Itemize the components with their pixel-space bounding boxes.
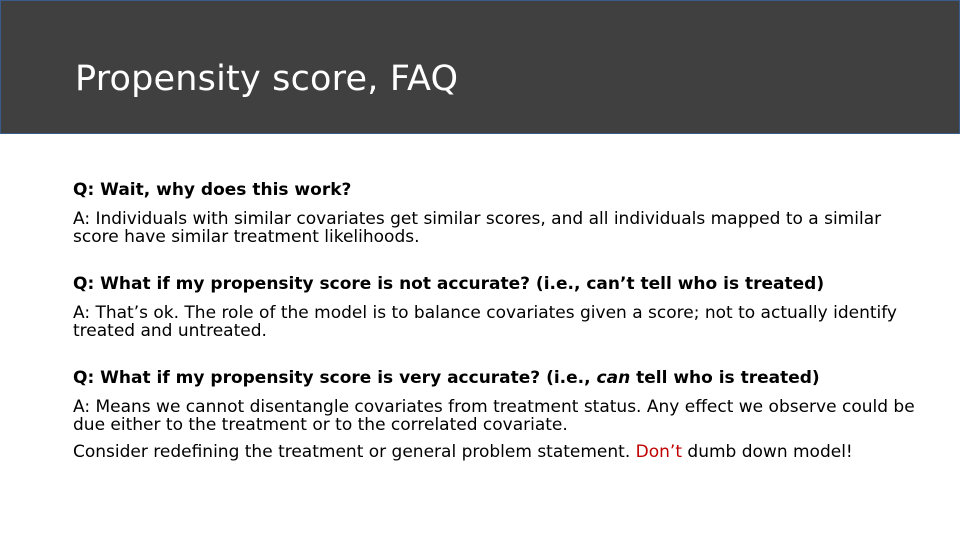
faq-question-emphasis: can (596, 368, 631, 388)
faq-question: Q: Wait, why does this work? (73, 180, 352, 200)
recommendation-highlight: Don’t (635, 442, 682, 462)
faq-item (73, 368, 923, 462)
faq-question (73, 368, 923, 388)
faq-question-suffix: tell who is treated) (630, 368, 820, 388)
recommendation-suffix: dumb down model! (682, 442, 853, 462)
faq-answer: A: Means we cannot disentangle covariates from treatment status. Any effect we observe could be due either to the treatment or to the correlated covariate. (73, 397, 915, 435)
faq-recommendation (73, 442, 923, 462)
faq-question-prefix: Q: What if my propensity score is very accurate? (i.e., (73, 368, 597, 388)
title-bar (0, 0, 960, 134)
faq-body (73, 180, 923, 490)
slide-title: Propensity score, FAQ (75, 59, 459, 99)
faq-item (73, 180, 923, 246)
faq-answer: A: Individuals with similar covariates get similar scores, and all individuals mapped to a similar score have similar treatment likelihoods. (73, 209, 882, 247)
faq-answer: A: That’s ok. The role of the model is to balance covariates given a score; not to actually identify treated and untreated. (73, 303, 897, 341)
faq-item (73, 274, 923, 340)
recommendation-prefix: Consider redefining the treatment or general problem statement. (73, 442, 636, 462)
faq-question: Q: What if my propensity score is not accurate? (i.e., can’t tell who is treated) (73, 274, 825, 294)
